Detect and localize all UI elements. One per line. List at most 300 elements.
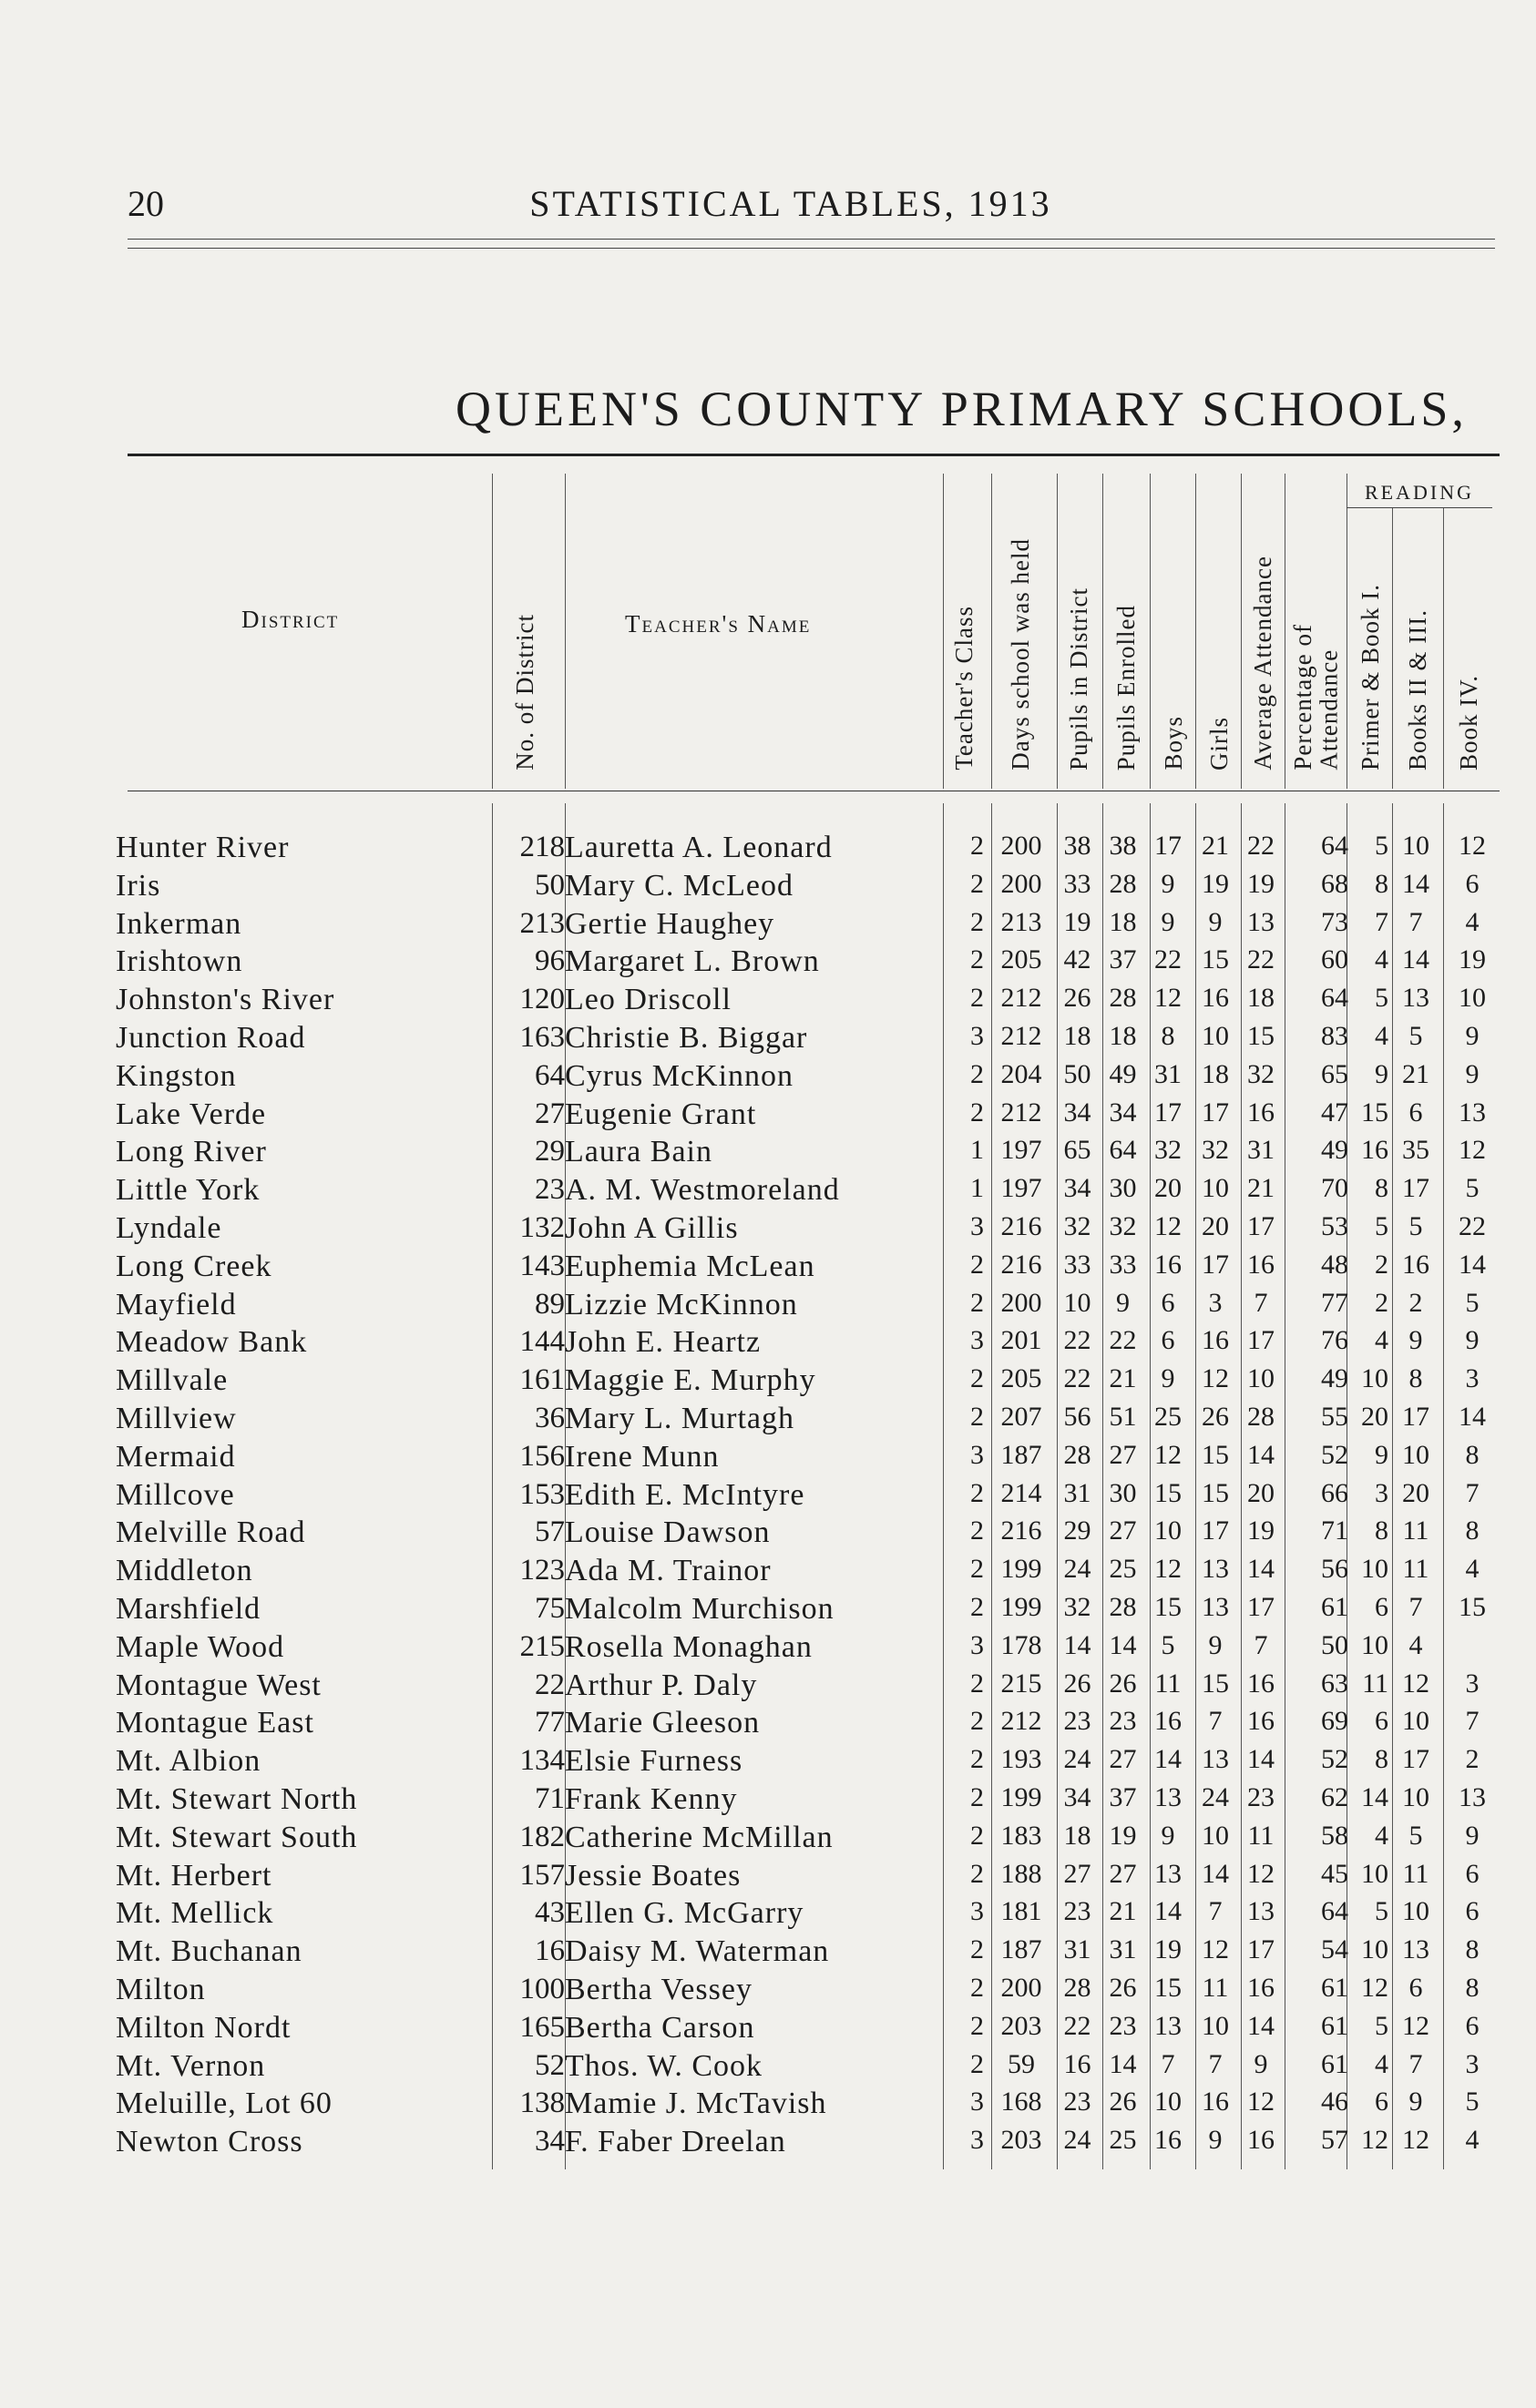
girls-cell: 15 [1202, 1477, 1229, 1508]
header-boys: Boys [1160, 716, 1187, 770]
header-reading: READING [1365, 481, 1474, 504]
pupils-in-district-cell: 33 [1063, 868, 1091, 899]
district-cell: Maple Wood [116, 1629, 285, 1664]
books-2-3-cell: 10 [1402, 831, 1429, 861]
column-rule [1443, 508, 1444, 789]
header-days-held: Days school was held [1007, 538, 1034, 770]
pupils-in-district-cell: 10 [1063, 1287, 1091, 1318]
district-number-cell: 36 [535, 1402, 565, 1434]
days-held-cell: 199 [1000, 1782, 1042, 1812]
primer-book1-cell: 9 [1375, 1439, 1388, 1470]
days-held-cell: 216 [1000, 1515, 1042, 1546]
books-2-3-cell: 11 [1402, 1858, 1429, 1889]
pupils-enrolled-cell: 38 [1109, 831, 1137, 861]
district-cell: Lyndale [116, 1211, 222, 1245]
average-attendance-cell: 7 [1254, 1629, 1268, 1660]
pupils-enrolled-cell: 28 [1109, 1592, 1137, 1622]
pupils-in-district-cell: 56 [1063, 1402, 1091, 1432]
teacher-name-cell: Mary C. McLeod [565, 868, 794, 903]
books-2-3-cell: 17 [1402, 1402, 1429, 1432]
average-attendance-cell: 23 [1247, 1782, 1275, 1812]
pupils-in-district-cell: 18 [1063, 1820, 1091, 1851]
teacher-class-cell: 2 [970, 1744, 984, 1775]
district-number-cell: 161 [519, 1363, 565, 1397]
boys-cell: 17 [1154, 1097, 1182, 1127]
district-number-cell: 52 [535, 2048, 565, 2082]
average-attendance-cell: 21 [1247, 1173, 1275, 1204]
percentage-attendance-cell: 49 [1321, 1135, 1348, 1166]
book-4-cell: 5 [1465, 1287, 1480, 1318]
percentage-attendance-cell: 60 [1321, 944, 1348, 975]
percentage-attendance-cell: 83 [1321, 1021, 1348, 1051]
district-cell: Hunter River [116, 831, 290, 864]
teacher-class-cell: 2 [970, 868, 984, 899]
teacher-class-cell: 3 [970, 2125, 984, 2156]
column-rule [1057, 474, 1058, 789]
girls-cell: 15 [1202, 944, 1229, 975]
header-rule-bottom [128, 248, 1495, 249]
primer-book1-cell: 5 [1375, 831, 1388, 861]
average-attendance-cell: 18 [1247, 983, 1275, 1014]
primer-book1-cell: 8 [1375, 1173, 1388, 1204]
column-rule [1195, 474, 1196, 789]
girls-cell: 9 [1208, 1629, 1223, 1660]
book-4-cell: 6 [1465, 868, 1480, 899]
girls-cell: 26 [1202, 1402, 1229, 1432]
primer-book1-cell: 4 [1375, 1820, 1388, 1851]
teacher-class-cell: 2 [970, 1249, 984, 1280]
average-attendance-cell: 17 [1247, 1934, 1275, 1965]
percentage-attendance-cell: 55 [1321, 1402, 1348, 1432]
pupils-enrolled-cell: 34 [1109, 1097, 1137, 1127]
books-2-3-cell: 35 [1402, 1135, 1429, 1166]
teacher-name-cell: Bertha Carson [565, 2010, 755, 2045]
boys-cell: 12 [1154, 983, 1182, 1014]
percentage-attendance-cell: 48 [1321, 1249, 1348, 1280]
book-4-cell: 6 [1465, 2010, 1480, 2041]
boys-cell: 10 [1154, 2087, 1182, 2117]
primer-book1-cell: 8 [1375, 1744, 1388, 1775]
district-cell: Melville Road [116, 1515, 306, 1550]
primer-book1-cell: 14 [1361, 1782, 1388, 1812]
books-2-3-cell: 2 [1408, 1287, 1423, 1318]
boys-cell: 14 [1154, 1896, 1182, 1927]
boys-cell: 13 [1154, 1858, 1182, 1889]
primer-book1-cell: 6 [1375, 1592, 1388, 1622]
teacher-class-cell: 3 [970, 1211, 984, 1241]
teacher-name-cell: John A Gillis [565, 1211, 739, 1245]
district-number-cell: 29 [535, 1135, 565, 1168]
primer-book1-cell: 6 [1375, 1706, 1388, 1737]
teacher-name-cell: Lizzie McKinnon [565, 1287, 798, 1321]
girls-cell: 17 [1202, 1097, 1229, 1127]
teacher-name-cell: Louise Dawson [565, 1515, 771, 1550]
days-held-cell: 212 [1000, 1021, 1042, 1051]
percentage-attendance-cell: 61 [1321, 1592, 1348, 1622]
percentage-attendance-cell: 76 [1321, 1325, 1348, 1356]
primer-book1-cell: 5 [1375, 2010, 1388, 2041]
days-held-cell: 187 [1000, 1934, 1042, 1965]
primer-book1-cell: 10 [1361, 1363, 1388, 1394]
district-number-cell: 23 [535, 1173, 565, 1207]
girls-cell: 12 [1202, 1934, 1229, 1965]
teacher-name-cell: Leo Driscoll [565, 983, 732, 1017]
girls-cell: 9 [1208, 2125, 1223, 2156]
average-attendance-cell: 17 [1247, 1325, 1275, 1356]
district-cell: Mayfield [116, 1287, 237, 1321]
percentage-attendance-cell: 63 [1321, 1668, 1348, 1699]
days-held-cell: 188 [1000, 1858, 1042, 1889]
district-cell: Little York [116, 1173, 261, 1208]
pupils-in-district-cell: 31 [1063, 1934, 1091, 1965]
pupils-in-district-cell: 29 [1063, 1515, 1091, 1546]
teacher-name-cell: Ada M. Trainor [565, 1554, 772, 1588]
average-attendance-cell: 16 [1247, 2125, 1275, 2156]
average-attendance-cell: 13 [1247, 906, 1275, 937]
teacher-class-cell: 2 [970, 1820, 984, 1851]
pupils-enrolled-cell: 32 [1109, 1211, 1137, 1241]
district-number-cell: 120 [519, 983, 565, 1016]
books-2-3-cell: 10 [1402, 1439, 1429, 1470]
girls-cell: 11 [1202, 1973, 1229, 2003]
pupils-enrolled-cell: 26 [1109, 2087, 1137, 2117]
pupils-enrolled-cell: 27 [1109, 1515, 1137, 1546]
average-attendance-cell: 16 [1247, 1249, 1275, 1280]
pupils-enrolled-cell: 49 [1109, 1058, 1137, 1089]
pupils-in-district-cell: 38 [1063, 831, 1091, 861]
district-number-cell: 182 [519, 1820, 565, 1853]
district-number-cell: 153 [519, 1477, 565, 1511]
days-held-cell: 193 [1000, 1744, 1042, 1775]
pupils-in-district-cell: 32 [1063, 1592, 1091, 1622]
teacher-class-cell: 3 [970, 1021, 984, 1051]
books-2-3-cell: 11 [1402, 1515, 1429, 1546]
teacher-name-cell: Thos. W. Cook [565, 2048, 763, 2083]
percentage-attendance-cell: 64 [1321, 831, 1348, 861]
district-number-cell: 43 [535, 1896, 565, 1930]
books-2-3-cell: 10 [1402, 1706, 1429, 1737]
percentage-attendance-cell: 71 [1321, 1515, 1348, 1546]
pupils-in-district-cell: 22 [1063, 2010, 1091, 2041]
books-2-3-cell: 17 [1402, 1173, 1429, 1204]
books-2-3-cell: 10 [1402, 1896, 1429, 1927]
district-cell: Mt. Stewart North [116, 1782, 358, 1816]
header-no-of-district: No. of District [511, 614, 538, 770]
district-number-cell: 16 [535, 1934, 565, 1968]
boys-cell: 15 [1154, 1973, 1182, 2003]
boys-cell: 8 [1161, 1021, 1175, 1051]
boys-cell: 12 [1154, 1439, 1182, 1470]
book-4-cell: 8 [1465, 1515, 1480, 1546]
book-4-cell: 12 [1459, 1135, 1486, 1166]
teacher-class-cell: 2 [970, 2048, 984, 2079]
district-cell: Junction Road [116, 1021, 306, 1055]
primer-book1-cell: 15 [1361, 1097, 1388, 1127]
teacher-class-cell: 2 [970, 1782, 984, 1812]
header-girls: Girls [1205, 717, 1233, 770]
pupils-enrolled-cell: 26 [1109, 1973, 1137, 2003]
teacher-class-cell: 2 [970, 1554, 984, 1585]
district-number-cell: 134 [519, 1744, 565, 1778]
percentage-attendance-cell: 49 [1321, 1363, 1348, 1394]
books-2-3-cell: 20 [1402, 1477, 1429, 1508]
boys-cell: 19 [1154, 1934, 1182, 1965]
district-cell: Iris [116, 868, 161, 903]
district-number-cell: 132 [519, 1211, 565, 1244]
books-2-3-cell: 8 [1408, 1363, 1423, 1394]
pupils-enrolled-cell: 30 [1109, 1173, 1137, 1204]
pupils-enrolled-cell: 22 [1109, 1325, 1137, 1356]
teacher-name-cell: Euphemia McLean [565, 1249, 815, 1283]
book-4-cell: 6 [1465, 1858, 1480, 1889]
pupils-in-district-cell: 27 [1063, 1858, 1091, 1889]
pupils-in-district-cell: 26 [1063, 983, 1091, 1014]
pupils-in-district-cell: 42 [1063, 944, 1091, 975]
average-attendance-cell: 16 [1247, 1097, 1275, 1127]
percentage-attendance-cell: 50 [1321, 1629, 1348, 1660]
teacher-name-cell: Rosella Monaghan [565, 1629, 813, 1664]
book-4-cell: 9 [1465, 1820, 1480, 1851]
boys-cell: 12 [1154, 1211, 1182, 1241]
average-attendance-cell: 10 [1247, 1363, 1275, 1394]
header-book-4: Book IV. [1455, 674, 1482, 770]
book-4-cell: 9 [1465, 1058, 1480, 1089]
pupils-enrolled-cell: 30 [1109, 1477, 1137, 1508]
books-2-3-cell: 6 [1408, 1973, 1423, 2003]
district-cell: Long River [116, 1135, 267, 1169]
pupils-in-district-cell: 14 [1063, 1629, 1091, 1660]
column-rule [1392, 508, 1393, 789]
teacher-class-cell: 2 [970, 2010, 984, 2041]
pupils-in-district-cell: 28 [1063, 1439, 1091, 1470]
boys-cell: 16 [1154, 2125, 1182, 2156]
days-held-cell: 215 [1000, 1668, 1042, 1699]
teacher-class-cell: 2 [970, 1402, 984, 1432]
girls-cell: 7 [1208, 2048, 1223, 2079]
column-rule [1150, 474, 1151, 789]
days-held-cell: 203 [1000, 2010, 1042, 2041]
boys-cell: 12 [1154, 1554, 1182, 1585]
district-number-cell: 27 [535, 1097, 565, 1130]
pupils-in-district-cell: 22 [1063, 1363, 1091, 1394]
pupils-enrolled-cell: 25 [1109, 2125, 1137, 2156]
district-number-cell: 213 [519, 906, 565, 940]
district-cell: Mt. Buchanan [116, 1934, 302, 1969]
girls-cell: 17 [1202, 1515, 1229, 1546]
girls-cell: 17 [1202, 1249, 1229, 1280]
days-held-cell: 204 [1000, 1058, 1042, 1089]
boys-cell: 10 [1154, 1515, 1182, 1546]
boys-cell: 31 [1154, 1058, 1182, 1089]
pupils-enrolled-cell: 28 [1109, 983, 1137, 1014]
teacher-class-cell: 3 [970, 1439, 984, 1470]
books-2-3-cell: 13 [1402, 1934, 1429, 1965]
pupils-enrolled-cell: 14 [1109, 2048, 1137, 2079]
boys-cell: 13 [1154, 2010, 1182, 2041]
district-cell: Middleton [116, 1554, 253, 1588]
days-held-cell: 187 [1000, 1439, 1042, 1470]
teacher-name-cell: Catherine McMillan [565, 1820, 834, 1854]
days-held-cell: 212 [1000, 983, 1042, 1014]
girls-cell: 10 [1202, 1173, 1229, 1204]
books-2-3-cell: 14 [1402, 944, 1429, 975]
average-attendance-cell: 16 [1247, 1706, 1275, 1737]
teacher-class-cell: 2 [970, 1668, 984, 1699]
average-attendance-cell: 11 [1247, 1820, 1275, 1851]
books-2-3-cell: 14 [1402, 868, 1429, 899]
teacher-name-cell: John E. Heartz [565, 1325, 762, 1360]
pupils-enrolled-cell: 19 [1109, 1820, 1137, 1851]
teacher-class-cell: 3 [970, 2087, 984, 2117]
teacher-class-cell: 2 [970, 906, 984, 937]
primer-book1-cell: 12 [1361, 1973, 1388, 2003]
days-held-cell: 197 [1000, 1173, 1042, 1204]
days-held-cell: 197 [1000, 1135, 1042, 1166]
books-2-3-cell: 17 [1402, 1744, 1429, 1775]
district-cell: Meadow Bank [116, 1325, 308, 1360]
district-number-cell: 165 [519, 2010, 565, 2044]
district-cell: Irishtown [116, 944, 243, 979]
header-district: District [241, 606, 340, 633]
boys-cell: 7 [1161, 2048, 1175, 2079]
days-held-cell: 216 [1000, 1211, 1042, 1241]
percentage-attendance-cell: 58 [1321, 1820, 1348, 1851]
teacher-name-cell: Jessie Boates [565, 1858, 742, 1893]
district-cell: Johnston's River [116, 983, 335, 1017]
header-books-2-3: Books II & III. [1404, 609, 1431, 770]
days-held-cell: 200 [1000, 1287, 1042, 1318]
percentage-attendance-cell: 54 [1321, 1934, 1348, 1965]
district-number-cell: 143 [519, 1249, 565, 1282]
teacher-class-cell: 2 [970, 831, 984, 861]
girls-cell: 3 [1208, 1287, 1223, 1318]
pupils-enrolled-cell: 14 [1109, 1629, 1137, 1660]
district-cell: Long Creek [116, 1249, 272, 1283]
pupils-in-district-cell: 24 [1063, 2125, 1091, 2156]
pupils-enrolled-cell: 64 [1109, 1135, 1137, 1166]
district-number-cell: 218 [519, 831, 565, 863]
column-rule [1102, 474, 1103, 789]
pupils-in-district-cell: 34 [1063, 1097, 1091, 1127]
primer-book1-cell: 10 [1361, 1858, 1388, 1889]
district-number-cell: 96 [535, 944, 565, 978]
pupils-in-district-cell: 22 [1063, 1325, 1091, 1356]
district-cell: Mt. Albion [116, 1744, 261, 1779]
books-2-3-cell: 11 [1402, 1554, 1429, 1585]
primer-book1-cell: 2 [1375, 1249, 1388, 1280]
pupils-enrolled-cell: 9 [1116, 1287, 1130, 1318]
girls-cell: 21 [1202, 831, 1229, 861]
teacher-name-cell: Irene Munn [565, 1439, 720, 1474]
district-cell: Milton Nordt [116, 2010, 292, 2045]
average-attendance-cell: 31 [1247, 1135, 1275, 1166]
teacher-class-cell: 2 [970, 1706, 984, 1737]
pupils-in-district-cell: 26 [1063, 1668, 1091, 1699]
boys-cell: 15 [1154, 1592, 1182, 1622]
girls-cell: 16 [1202, 1325, 1229, 1356]
district-cell: Millview [116, 1402, 237, 1435]
girls-cell: 24 [1202, 1782, 1229, 1812]
book-4-cell: 19 [1459, 944, 1486, 975]
days-held-cell: 205 [1000, 1363, 1042, 1394]
district-number-cell: 71 [535, 1782, 565, 1815]
days-held-cell: 168 [1000, 2087, 1042, 2117]
header-rule-top [128, 239, 1495, 240]
header-teachers-class: Teacher's Class [950, 606, 978, 770]
pupils-in-district-cell: 24 [1063, 1554, 1091, 1585]
teacher-name-cell: Edith E. McIntyre [565, 1477, 805, 1512]
pupils-enrolled-cell: 33 [1109, 1249, 1137, 1280]
pupils-in-district-cell: 23 [1063, 1706, 1091, 1737]
books-2-3-cell: 5 [1408, 1021, 1423, 1051]
district-cell: Kingston [116, 1058, 237, 1093]
average-attendance-cell: 22 [1247, 831, 1275, 861]
teacher-name-cell: Christie B. Biggar [565, 1021, 808, 1055]
district-number-cell: 34 [535, 2125, 565, 2158]
primer-book1-cell: 10 [1361, 1934, 1388, 1965]
average-attendance-cell: 16 [1247, 1973, 1275, 2003]
boys-cell: 32 [1154, 1135, 1182, 1166]
pupils-in-district-cell: 34 [1063, 1173, 1091, 1204]
district-cell: Millcove [116, 1477, 235, 1512]
book-4-cell: 9 [1465, 1325, 1480, 1356]
percentage-attendance-cell: 64 [1321, 1896, 1348, 1927]
teacher-class-cell: 2 [970, 983, 984, 1014]
boys-cell: 16 [1154, 1706, 1182, 1737]
days-held-cell: 207 [1000, 1402, 1042, 1432]
district-number-cell: 163 [519, 1021, 565, 1054]
pupils-in-district-cell: 28 [1063, 1973, 1091, 2003]
boys-cell: 22 [1154, 944, 1182, 975]
primer-book1-cell: 8 [1375, 1515, 1388, 1546]
books-2-3-cell: 9 [1408, 1325, 1423, 1356]
district-number-cell: 77 [535, 1706, 565, 1740]
boys-cell: 9 [1161, 906, 1175, 937]
primer-book1-cell: 4 [1375, 944, 1388, 975]
page-number: 20 [128, 183, 164, 224]
primer-book1-cell: 5 [1375, 983, 1388, 1014]
teacher-name-cell: Lauretta A. Leonard [565, 831, 833, 864]
percentage-attendance-cell: 64 [1321, 983, 1348, 1014]
teacher-name-cell: Malcolm Murchison [565, 1592, 835, 1626]
girls-cell: 16 [1202, 2087, 1229, 2117]
days-held-cell: 213 [1000, 906, 1042, 937]
books-2-3-cell: 12 [1402, 2010, 1429, 2041]
pupils-enrolled-cell: 37 [1109, 1782, 1137, 1812]
percentage-attendance-cell: 68 [1321, 868, 1348, 899]
reading-rule [1347, 507, 1492, 508]
percentage-attendance-cell: 70 [1321, 1173, 1348, 1204]
teacher-class-cell: 3 [970, 1629, 984, 1660]
average-attendance-cell: 12 [1247, 1858, 1275, 1889]
girls-cell: 9 [1208, 906, 1223, 937]
book-4-cell: 8 [1465, 1934, 1480, 1965]
girls-cell: 15 [1202, 1439, 1229, 1470]
boys-cell: 5 [1161, 1629, 1175, 1660]
primer-book1-cell: 6 [1375, 2087, 1388, 2117]
pupils-enrolled-cell: 27 [1109, 1744, 1137, 1775]
book-4-cell: 4 [1465, 2125, 1480, 2156]
teacher-name-cell: A. M. Westmoreland [565, 1173, 840, 1208]
pupils-in-district-cell: 65 [1063, 1135, 1091, 1166]
district-cell: Milton [116, 1973, 206, 2006]
percentage-attendance-cell: 69 [1321, 1706, 1348, 1737]
primer-book1-cell: 2 [1375, 1287, 1388, 1318]
book-4-cell: 9 [1465, 1021, 1480, 1051]
teacher-name-cell: Eugenie Grant [565, 1097, 757, 1131]
boys-cell: 11 [1154, 1668, 1182, 1699]
teacher-class-cell: 2 [970, 1287, 984, 1318]
